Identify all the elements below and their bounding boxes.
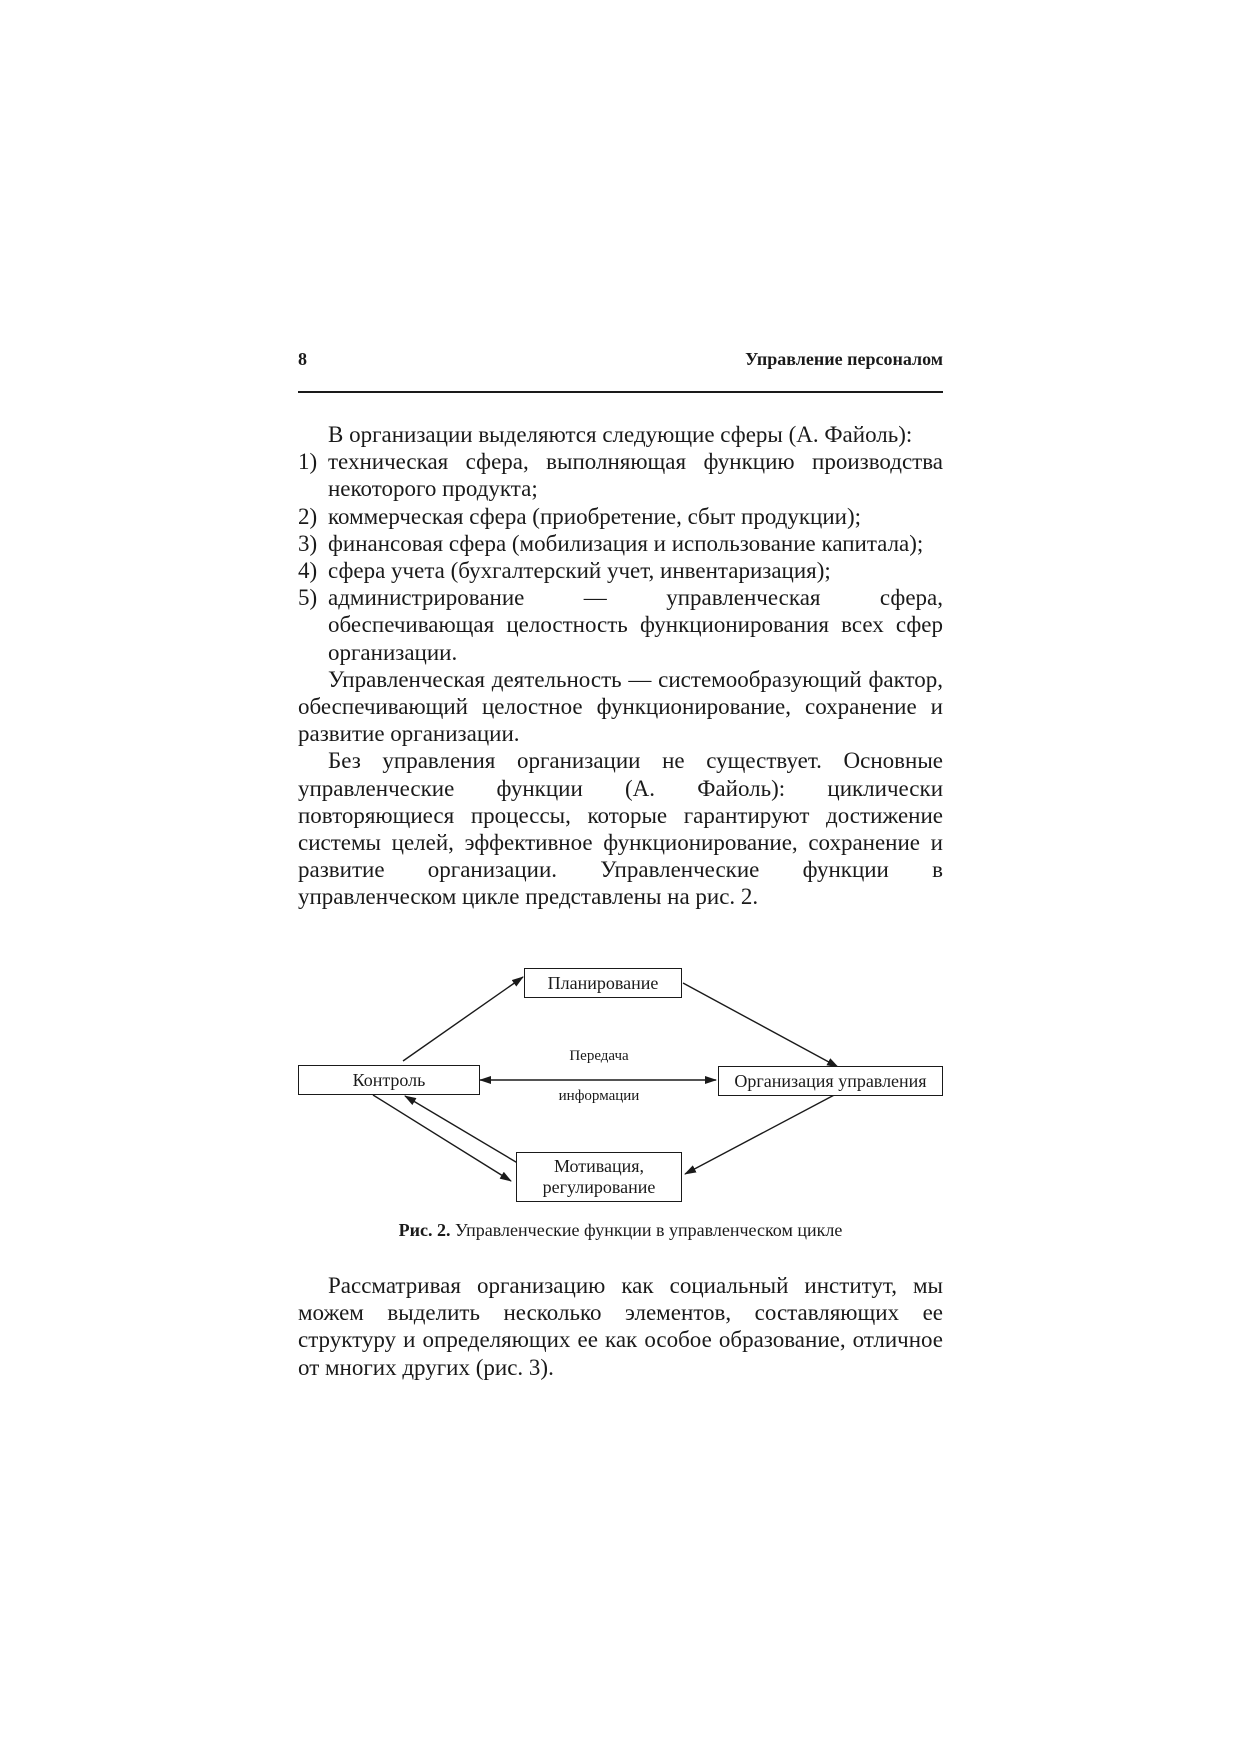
arrow-control-to-planning (403, 977, 523, 1061)
list-item (298, 557, 943, 584)
list-item (298, 448, 943, 502)
list-item-number: 1) (298, 449, 318, 475)
node-motivation-label-line2: регулирование (542, 1177, 656, 1197)
list-item (298, 530, 943, 557)
node-motivation (516, 1152, 682, 1202)
node-organization-label: Организация управления (734, 1070, 927, 1091)
body-text (298, 421, 943, 911)
closing-paragraph: Рассматривая организацию как социальный институт, мы можем выделить несколько элементов, составляющих ее структуру и определяющих ее как особое образование, отличное от многих других (рис. 3). (298, 1273, 943, 1380)
arrow-motivation-to-control (405, 1096, 521, 1165)
list-item-text: техническая сфера, выполняющая функцию производства некоторого продукта; (328, 449, 943, 502)
flow-label-top: Передача (569, 1048, 629, 1064)
node-planning-label: Планирование (547, 972, 659, 993)
running-title: Управление персоналом (745, 349, 943, 369)
list-item-text: сфера учета (бухгалтерский учет, инвентаризация); (328, 558, 831, 584)
list-item-text: коммерческая сфера (приобретение, сбыт продукции); (328, 503, 862, 529)
intro-paragraph: В организации выделяются следующие сферы (А. Файоль): (328, 422, 913, 447)
node-control-label: Контроль (352, 1069, 426, 1090)
list-item (298, 503, 943, 530)
closing-text (298, 1272, 943, 1381)
arrow-planning-to-organization (683, 983, 838, 1067)
list-item-text: финансовая сфера (мобилизация и использование капитала); (328, 530, 924, 556)
header-rule (298, 391, 943, 393)
management-functions-paragraph: Без управления организации не существует. Основные управленческие функции (А. Файоль): циклически повторяющиеся процессы, которые гарантируют достижение системы целей, эффективное функционирование, сохранение и развитие организации. Управленческие функции в управленческом цикле представлены на рис. 2. (298, 748, 943, 910)
node-motivation-label-line1: Мотивация, (553, 1156, 645, 1176)
flow-label-bottom: информации (558, 1088, 640, 1104)
list-item-number: 3) (298, 530, 318, 556)
figure-caption (298, 1218, 943, 1242)
arrow-control-to-motivation (373, 1095, 511, 1181)
management-cycle-diagram (298, 968, 943, 1208)
list-item-number: 2) (298, 503, 318, 529)
management-activity-paragraph: Управленческая деятельность — системообразующий фактор, обеспечивающий целостное функционирование, сохранение и развитие организации. (298, 666, 943, 747)
page-number: 8 (298, 349, 307, 369)
figure-caption-text: Управленческие функции в управленческом цикле (455, 1220, 843, 1240)
node-organization (718, 1066, 943, 1096)
arrow-organization-to-motivation (685, 1093, 838, 1174)
list-item (298, 584, 943, 666)
list-item-text: администрирование — управленческая сфера, обеспечивающая целостность функционирования всех сфер организации. (328, 585, 943, 665)
figure-caption-number: Рис. 2. (398, 1220, 451, 1240)
spheres-list (298, 448, 943, 666)
list-item-number: 5) (298, 585, 318, 611)
node-control (298, 1065, 480, 1095)
node-planning (524, 968, 682, 998)
running-head (298, 344, 943, 374)
list-item-number: 4) (298, 558, 318, 584)
